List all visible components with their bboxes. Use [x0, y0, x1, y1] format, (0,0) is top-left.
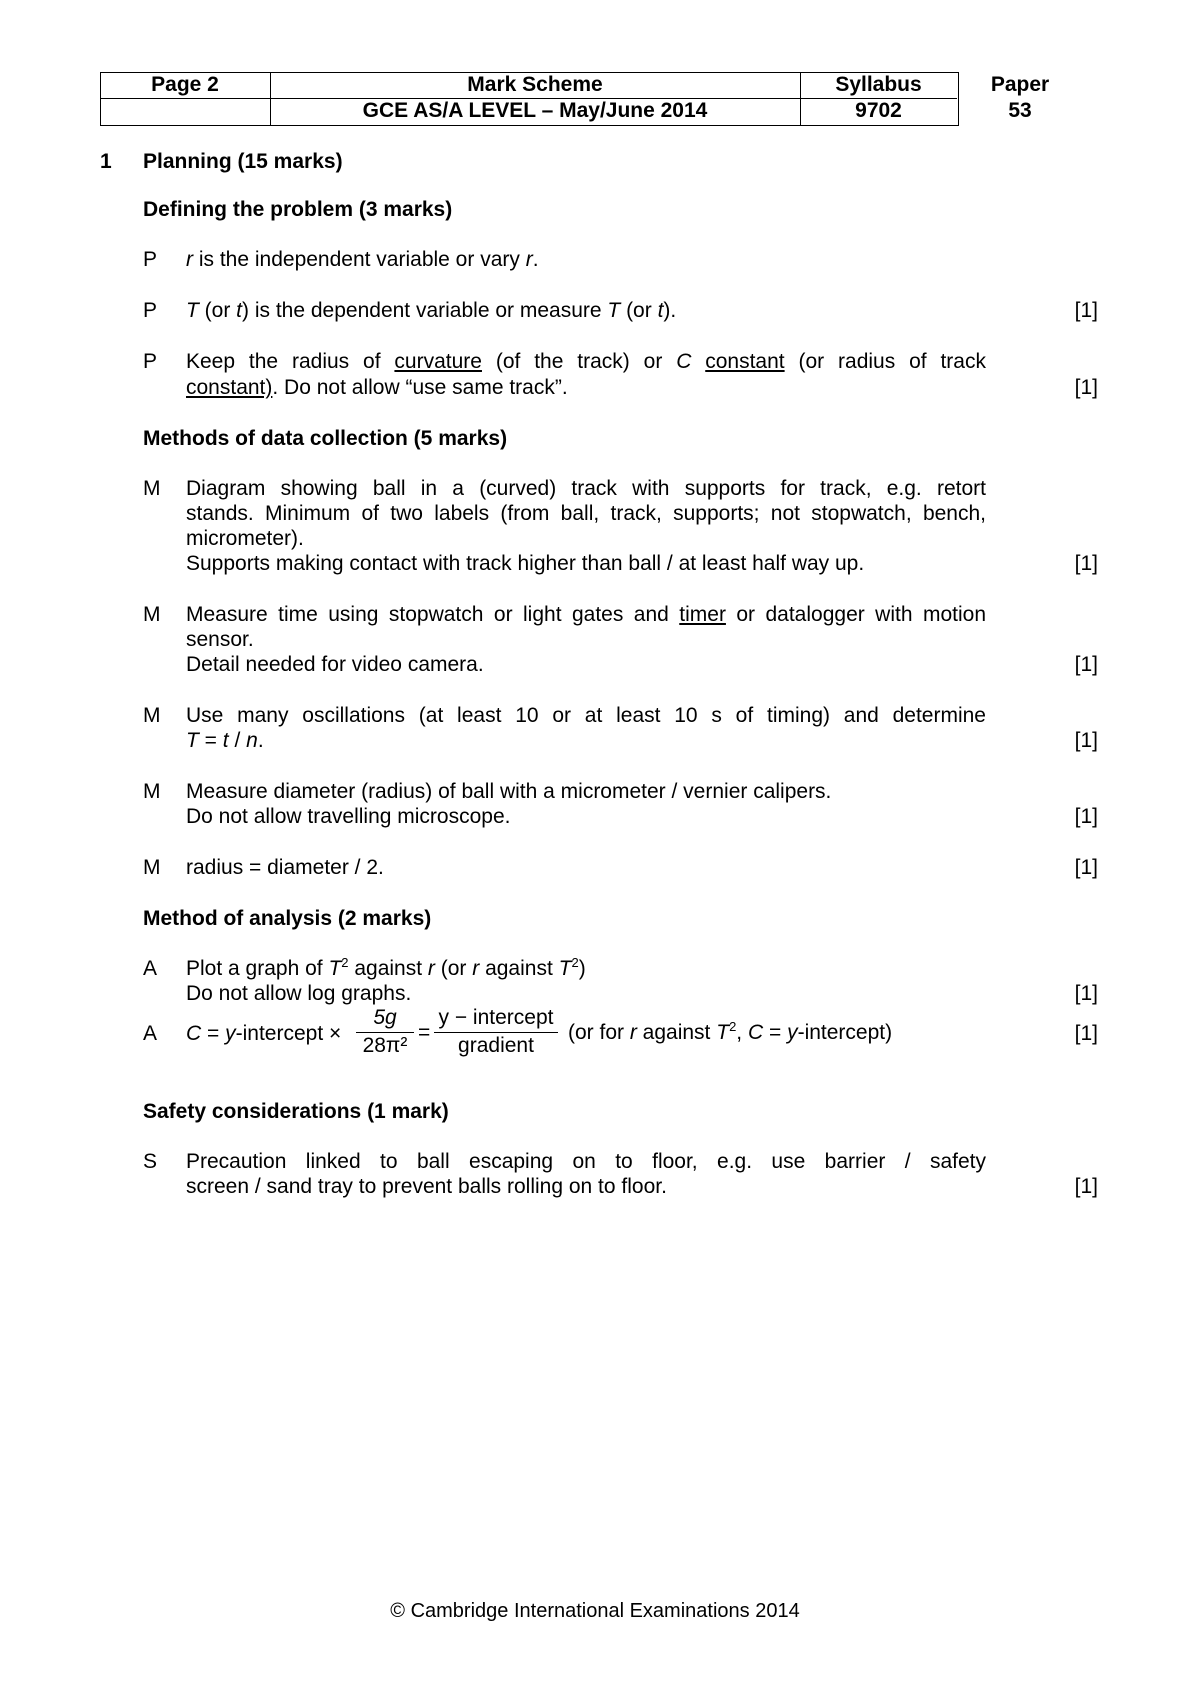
mark-s1: [1] [1074, 1175, 1098, 1198]
var-n: n [246, 729, 258, 752]
fraction-5g-over-28pi2 [356, 1006, 414, 1059]
text: = [763, 1021, 788, 1044]
mark-m3: [1] [1074, 729, 1098, 752]
section-analysis: Method of analysis (2 marks) [143, 907, 432, 930]
var-r: r [472, 957, 480, 980]
section-safety: Safety considerations (1 mark) [143, 1100, 449, 1123]
var-C: C [186, 1022, 202, 1045]
var-t: t [222, 729, 229, 752]
item-a2-rhs [568, 1021, 892, 1045]
code-a1: A [143, 957, 158, 980]
superscript: 2 [341, 955, 349, 970]
text: is the independent variable or vary [193, 248, 526, 271]
underlined-text: curvature [394, 350, 482, 373]
text: . [532, 248, 539, 271]
var-y: y [225, 1022, 236, 1045]
text: (or [434, 957, 473, 980]
item-p1 [186, 247, 986, 272]
mark-m4: [1] [1074, 805, 1098, 828]
var-T: T [328, 957, 342, 980]
text: = [198, 729, 223, 752]
code-p1: P [143, 248, 158, 271]
underlined-text: constant) [186, 376, 273, 399]
item-a1-line2: Do not allow log graphs. [186, 982, 412, 1005]
code-p2: P [143, 299, 158, 322]
item-m4-line1: Measure diameter (radius) of ball with a micrometer / vernier calipers. [186, 780, 832, 803]
code-m4: M [143, 780, 161, 803]
equals-sign: = [418, 1021, 431, 1044]
item-m2-line1 [186, 602, 986, 627]
underlined-text: constant [705, 350, 785, 373]
mark-a1: [1] [1074, 982, 1098, 1005]
text: against [636, 1021, 717, 1044]
header-table [100, 72, 1060, 126]
underlined-text: timer [679, 603, 726, 626]
superscript: 2 [729, 1019, 737, 1034]
code-m1: M [143, 477, 161, 500]
item-p3-line2 [186, 375, 986, 400]
var-r: r [525, 248, 533, 271]
text: (or [620, 299, 658, 322]
fraction-numerator: y − intercept [434, 1006, 558, 1033]
text: , [736, 1021, 748, 1044]
mark-m2: [1] [1074, 653, 1098, 676]
var-T: T [186, 729, 199, 752]
item-p2 [186, 298, 986, 323]
fraction-denominator: 28π² [362, 1034, 408, 1057]
item-m3-line1: Use many oscillations (at least 10 or at least 10 s of timing) and determine [186, 704, 986, 727]
text: -intercept × [235, 1022, 342, 1045]
item-s1-line2: screen / sand tray to prevent balls rolling on to floor. [186, 1175, 667, 1198]
text: . Do not allow “use same track”. [272, 376, 568, 399]
var-t: t [236, 299, 243, 322]
text: / [228, 729, 247, 752]
var-T: T [607, 299, 621, 322]
header-paper: 53 [1008, 99, 1032, 122]
text: (or for [568, 1021, 630, 1044]
text: Measure time using stopwatch or light gates and [186, 603, 680, 626]
item-a1-line1 [186, 956, 986, 981]
question-title: Planning (15 marks) [143, 150, 343, 173]
mark-p3: [1] [1074, 376, 1098, 399]
header-syllabus: 9702 [855, 99, 902, 122]
header-title: Mark Scheme [467, 73, 603, 96]
header-paper-label: Paper [990, 73, 1050, 96]
code-s1: S [143, 1150, 158, 1173]
question-number: 1 [100, 150, 112, 173]
text: (or radius of track [784, 350, 986, 373]
frac-num-text: 5g [373, 1006, 397, 1029]
section-methods: Methods of data collection (5 marks) [143, 427, 508, 450]
item-m4-line2: Do not allow travelling microscope. [186, 805, 511, 828]
item-m5-line1: radius = diameter / 2. [186, 856, 384, 879]
item-m1-line1: Diagram showing ball in a (curved) track with supports for track, e.g. retort [186, 477, 986, 500]
superscript: 2 [571, 955, 579, 970]
code-p3: P [143, 350, 158, 373]
code-a2: A [143, 1022, 158, 1045]
var-T: T [186, 299, 199, 322]
var-r: r [186, 248, 193, 271]
mark-m1: [1] [1074, 552, 1098, 575]
mark-p2: [1] [1074, 299, 1098, 322]
item-p3-line1 [186, 349, 986, 374]
var-C: C [747, 1021, 764, 1044]
var-C: C [676, 350, 692, 373]
text: ) is the dependent variable or measure [242, 299, 608, 322]
header-subtitle: GCE AS/A LEVEL – May/June 2014 [362, 99, 708, 122]
text: . [257, 729, 264, 752]
text: -intercept) [797, 1021, 893, 1044]
fraction-intercept-over-gradient [434, 1006, 558, 1059]
mark-a2: [1] [1074, 1022, 1098, 1045]
text: (or [198, 299, 237, 322]
var-T: T [558, 957, 572, 980]
text: against [348, 957, 428, 980]
item-m3-line2 [186, 728, 986, 753]
var-r: r [427, 957, 435, 980]
header-page: Page 2 [151, 73, 219, 96]
var-t: t [657, 299, 664, 322]
text: Keep the radius of [186, 350, 395, 373]
code-m3: M [143, 704, 161, 727]
section-defining: Defining the problem (3 marks) [143, 198, 453, 221]
fraction-denominator: gradient [458, 1034, 534, 1057]
text: = [201, 1022, 226, 1045]
item-s1-line1: Precaution linked to ball escaping on to floor, e.g. use barrier / safety [186, 1150, 986, 1173]
text: Plot a graph of [186, 957, 329, 980]
text: or datalogger with motion [725, 603, 986, 626]
item-m2-line2: sensor. [186, 628, 254, 651]
text: against [479, 957, 559, 980]
header-syllabus-label: Syllabus [835, 73, 922, 96]
item-m1-line2: stands. Minimum of two labels (from ball, track, supports; not stopwatch, bench, [186, 502, 986, 525]
item-m1-line4: Supports making contact with track higher than ball / at least half way up. [186, 552, 865, 575]
code-m5: M [143, 856, 161, 879]
text: (of the track) or [481, 350, 677, 373]
text: ). [663, 299, 677, 322]
footer-copyright: © Cambridge International Examinations 2014 [390, 1600, 800, 1622]
fraction-numerator [356, 1006, 414, 1033]
item-m2-line3: Detail needed for video camera. [186, 653, 484, 676]
var-T: T [716, 1021, 730, 1044]
code-m2: M [143, 603, 161, 626]
item-m1-line3: micrometer). [186, 527, 304, 550]
mark-m5: [1] [1074, 856, 1098, 879]
text: ) [578, 957, 586, 980]
var-y: y [787, 1021, 798, 1044]
var-r: r [629, 1021, 637, 1044]
